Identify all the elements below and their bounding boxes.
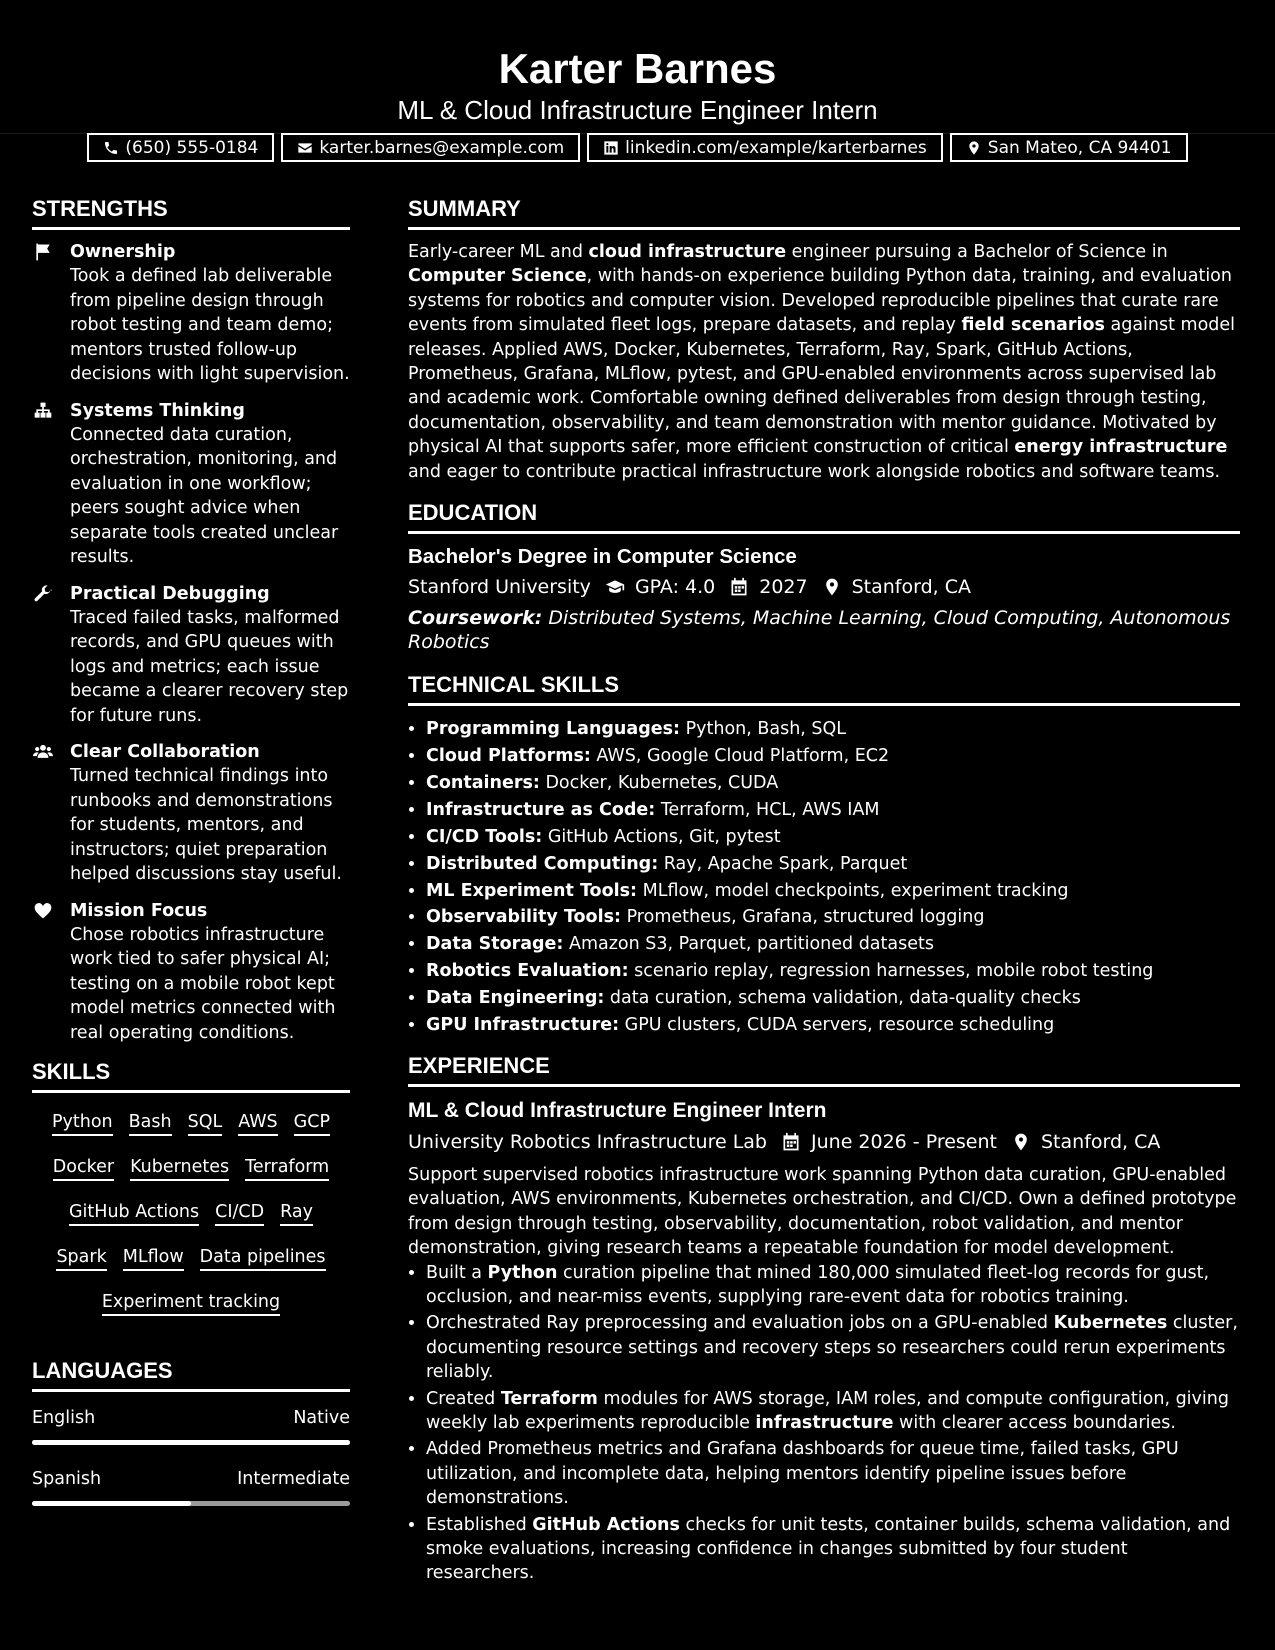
skill-values: Terraform, HCL, AWS IAM <box>655 799 880 820</box>
degree-title: Bachelor's Degree in Computer Science <box>408 545 797 569</box>
coursework <box>408 606 1240 654</box>
skill-tag: GCP <box>294 1111 330 1136</box>
school-name: Stanford University <box>408 576 591 599</box>
list-item <box>426 851 1240 878</box>
skills-heading: SKILLS <box>32 1059 350 1093</box>
strength-title: Systems Thinking <box>70 400 245 421</box>
skill-tag: SQL <box>188 1111 223 1136</box>
skill-values: Docker, Kubernetes, CUDA <box>539 772 779 793</box>
contact-phone[interactable] <box>87 133 274 162</box>
list-item: • Created Terraform modules for AWS storage, IAM roles, and compute configuration, giving weekly lab experiments reproducible infrastructure with clearer access boundaries. <box>426 1387 1240 1436</box>
language-bar <box>32 1440 350 1445</box>
list-item <box>426 931 1240 958</box>
skill-values: GitHub Actions, Git, pytest <box>542 826 781 847</box>
linkedin-icon <box>603 140 619 156</box>
skill-category: Distributed Computing: <box>426 853 659 874</box>
list-item: • Orchestrated Ray preprocessing and evaluation jobs on a GPU-enabled Kubernetes cluster, documenting resource settings and recovery steps so researchers could rerun experiments reliably. <box>426 1311 1240 1384</box>
strength-desc: Took a defined lab deliverable from pipeline design through robot testing and team demo; mentors trusted follow-up decisions with light supervision. <box>70 266 350 384</box>
list-item <box>426 743 1240 770</box>
language-name: English <box>32 1408 96 1428</box>
skill-values: Amazon S3, Parquet, partitioned datasets <box>563 934 934 955</box>
job-bullets <box>408 1261 1240 1586</box>
skill-tags <box>32 1103 350 1336</box>
contact-bar <box>0 133 1275 162</box>
language-bar <box>32 1501 350 1506</box>
graduation-year: 2027 <box>759 576 808 599</box>
skill-tag: Bash <box>129 1111 172 1136</box>
skill-category: Infrastructure as Code: <box>426 799 656 820</box>
skill-tag: Docker <box>53 1156 114 1181</box>
language-level: Native <box>293 1408 350 1428</box>
skill-category: Robotics Evaluation: <box>426 961 629 982</box>
list-item <box>426 985 1240 1012</box>
language-bar-fill <box>32 1501 191 1506</box>
skill-tag: Python <box>52 1111 113 1136</box>
skill-tag: GitHub Actions <box>69 1201 199 1226</box>
strengths-heading: STRENGTHS <box>32 196 350 230</box>
education-location: Stanford, CA <box>851 576 971 599</box>
strength-title: Mission Focus <box>70 900 208 921</box>
language-item <box>32 1406 350 1445</box>
contact-email-text: karter.barnes@example.com <box>319 137 565 158</box>
job-location: Stanford, CA <box>1041 1130 1161 1153</box>
envelope-icon <box>297 140 313 156</box>
strength-item <box>32 582 350 729</box>
list-item: • Established GitHub Actions checks for unit tests, container builds, schema validation, and smoke evaluations, increasing confidence in changes submitted by four student researchers. <box>426 1513 1240 1586</box>
skill-category: ML Experiment Tools: <box>426 880 638 901</box>
skill-category: CI/CD Tools: <box>426 826 543 847</box>
skill-tag: Experiment tracking <box>102 1291 280 1316</box>
strength-item <box>32 240 350 387</box>
language-name: Spanish <box>32 1469 102 1489</box>
strength-item <box>32 399 350 570</box>
summary-heading: SUMMARY <box>408 196 1240 230</box>
strength-title: Ownership <box>70 242 176 262</box>
skill-category: Cloud Platforms: <box>426 745 591 766</box>
calendar-icon <box>781 1132 801 1152</box>
gpa: GPA: 4.0 <box>634 576 716 599</box>
skill-tag: CI/CD <box>215 1201 264 1226</box>
graduation-cap-icon <box>605 577 625 597</box>
skill-values: data curation, schema validation, data-quality checks <box>604 988 1081 1009</box>
map-pin-icon <box>966 140 982 156</box>
list-item <box>426 958 1240 985</box>
contact-location-text: San Mateo, CA 94401 <box>987 137 1172 158</box>
job-description: Support supervised robotics infrastructure work spanning Python data curation, GPU-enabled evaluation, AWS environments, Kubernetes orchestration, and CI/CD. Own a defined prototype from design through testing, observability, documentation, robot validation, and mentor demonstration, giving research teams a repeatable foundation for model development. <box>408 1164 1237 1259</box>
contact-location[interactable] <box>950 133 1188 162</box>
phone-icon <box>103 140 119 156</box>
skill-tag: Kubernetes <box>130 1156 229 1181</box>
list-item: • Added Prometheus metrics and Grafana dashboards for queue time, failed tasks, GPU utilization, and incomplete data, helping mentors identify pipeline issues before demonstrations. <box>426 1437 1240 1510</box>
language-bar-fill <box>32 1440 350 1445</box>
skill-values: Prometheus, Grafana, structured logging <box>621 907 985 928</box>
list-item <box>426 1012 1240 1039</box>
skill-tag: Spark <box>56 1246 106 1271</box>
skill-values: AWS, Google Cloud Platform, EC2 <box>590 745 890 766</box>
education-meta <box>408 572 1240 602</box>
experience-heading: EXPERIENCE <box>408 1053 1240 1087</box>
candidate-name: Karter Barnes <box>498 45 777 92</box>
strength-title: Practical Debugging <box>70 583 270 604</box>
skill-category: GPU Infrastructure: <box>426 1015 620 1036</box>
flag-icon <box>32 242 54 262</box>
skill-tag: MLflow <box>123 1246 184 1271</box>
contact-phone-text: (650) 555-0184 <box>125 137 259 158</box>
skill-tag: AWS <box>238 1111 277 1136</box>
list-item <box>426 904 1240 931</box>
right-column <box>408 196 1240 1588</box>
summary-text: Early-career ML and cloud infrastructure engineer pursuing a Bachelor of Science in Computer Science, with hands-on experience building Python data, training, and evaluation systems for robotics and computer vision. Developed reproducible pipelines that curate rare events from simulated fleet logs, prepare datasets, and replay field scenarios against model releases. Applied AWS, Docker, Kubernetes, Terraform, Ray, Spark, GitHub Actions, Prometheus, Grafana, MLflow, pytest, and GPU-enabled environments across supervised lab and academic work. Comfortable owning defined deliverables from design through testing, documentation, observability, and team demonstration with mentor guidance. Motivated by physical AI that supports safer, more efficient construction of critical energy infrastructure and eager to contribute practical infrastructure work alongside robotics and software teams. <box>408 242 1236 482</box>
list-item <box>426 878 1240 905</box>
strength-desc: Traced failed tasks, malformed records, and GPU queues with logs and metrics; each issue became a clearer recovery step for future runs. <box>70 607 349 726</box>
resume-header <box>0 0 1275 158</box>
job-title: ML & Cloud Infrastructure Engineer Intern <box>408 1098 827 1122</box>
skill-values: MLflow, model checkpoints, experiment tracking <box>637 880 1069 901</box>
wrench-icon <box>32 584 54 604</box>
strength-title: Clear Collaboration <box>70 742 260 762</box>
list-item: • Built a Python curation pipeline that mined 180,000 simulated fleet-log records for gust, occlusion, and near-miss events, supplying rare-event data for robotics training. <box>426 1261 1240 1310</box>
users-icon <box>32 742 54 762</box>
contact-linkedin[interactable] <box>587 133 943 162</box>
map-pin-icon <box>1011 1132 1031 1152</box>
skill-values: GPU clusters, CUDA servers, resource scheduling <box>619 1015 1055 1036</box>
skill-tag: Terraform <box>245 1156 329 1181</box>
list-item <box>426 770 1240 797</box>
skill-category: Programming Languages: <box>426 719 681 740</box>
list-item <box>426 797 1240 824</box>
languages-heading: LANGUAGES <box>32 1358 350 1392</box>
contact-linkedin-text: linkedin.com/example/karterbarnes <box>625 137 927 158</box>
list-item <box>426 716 1240 743</box>
skill-category: Observability Tools: <box>426 907 621 928</box>
sitemap-icon <box>32 401 54 421</box>
skill-values: scenario replay, regression harnesses, mobile robot testing <box>628 961 1154 982</box>
calendar-icon <box>729 577 749 597</box>
strength-desc: Turned technical findings into runbooks and demonstrations for students, mentors, and instructors; quiet preparation helped discussions stay useful. <box>70 766 342 884</box>
coursework-label: Coursework: <box>408 607 543 630</box>
skill-category: Data Storage: <box>426 934 564 955</box>
coursework-list: Distributed Systems, Machine Learning, Cloud Computing, Autonomous Robotics <box>408 607 1231 654</box>
candidate-title: ML & Cloud Infrastructure Engineer Intern <box>397 95 878 125</box>
contact-email[interactable] <box>281 133 580 162</box>
language-level: Intermediate <box>237 1469 350 1489</box>
list-item <box>426 824 1240 851</box>
skill-category: Containers: <box>426 772 540 793</box>
skill-tag: Ray <box>280 1201 313 1226</box>
strength-item <box>32 740 350 887</box>
education-heading: EDUCATION <box>408 500 1240 534</box>
language-item <box>32 1467 350 1506</box>
skill-values: Python, Bash, SQL <box>680 719 847 740</box>
map-pin-icon <box>822 577 842 597</box>
strength-desc: Chose robotics infrastructure work tied to safer physical AI; testing on a mobile robot kept model metrics connected with real operating conditions. <box>70 924 336 1043</box>
heart-icon <box>32 901 54 921</box>
skill-tag: Data pipelines <box>200 1246 326 1271</box>
skill-values: Ray, Apache Spark, Parquet <box>658 853 908 874</box>
strength-item <box>32 899 350 1046</box>
technical-skills-heading: TECHNICAL SKILLS <box>408 672 1240 706</box>
organization: University Robotics Infrastructure Lab <box>408 1130 767 1153</box>
job-meta <box>408 1127 1240 1157</box>
skill-category: Data Engineering: <box>426 988 605 1009</box>
job-dates: June 2026 - Present <box>811 1130 997 1153</box>
strength-desc: Connected data curation, orchestration, monitoring, and evaluation in one workflow; peers sought advice when separate tools created unclear results. <box>70 424 339 567</box>
left-column <box>32 196 350 1528</box>
technical-skills-list <box>408 716 1240 1039</box>
